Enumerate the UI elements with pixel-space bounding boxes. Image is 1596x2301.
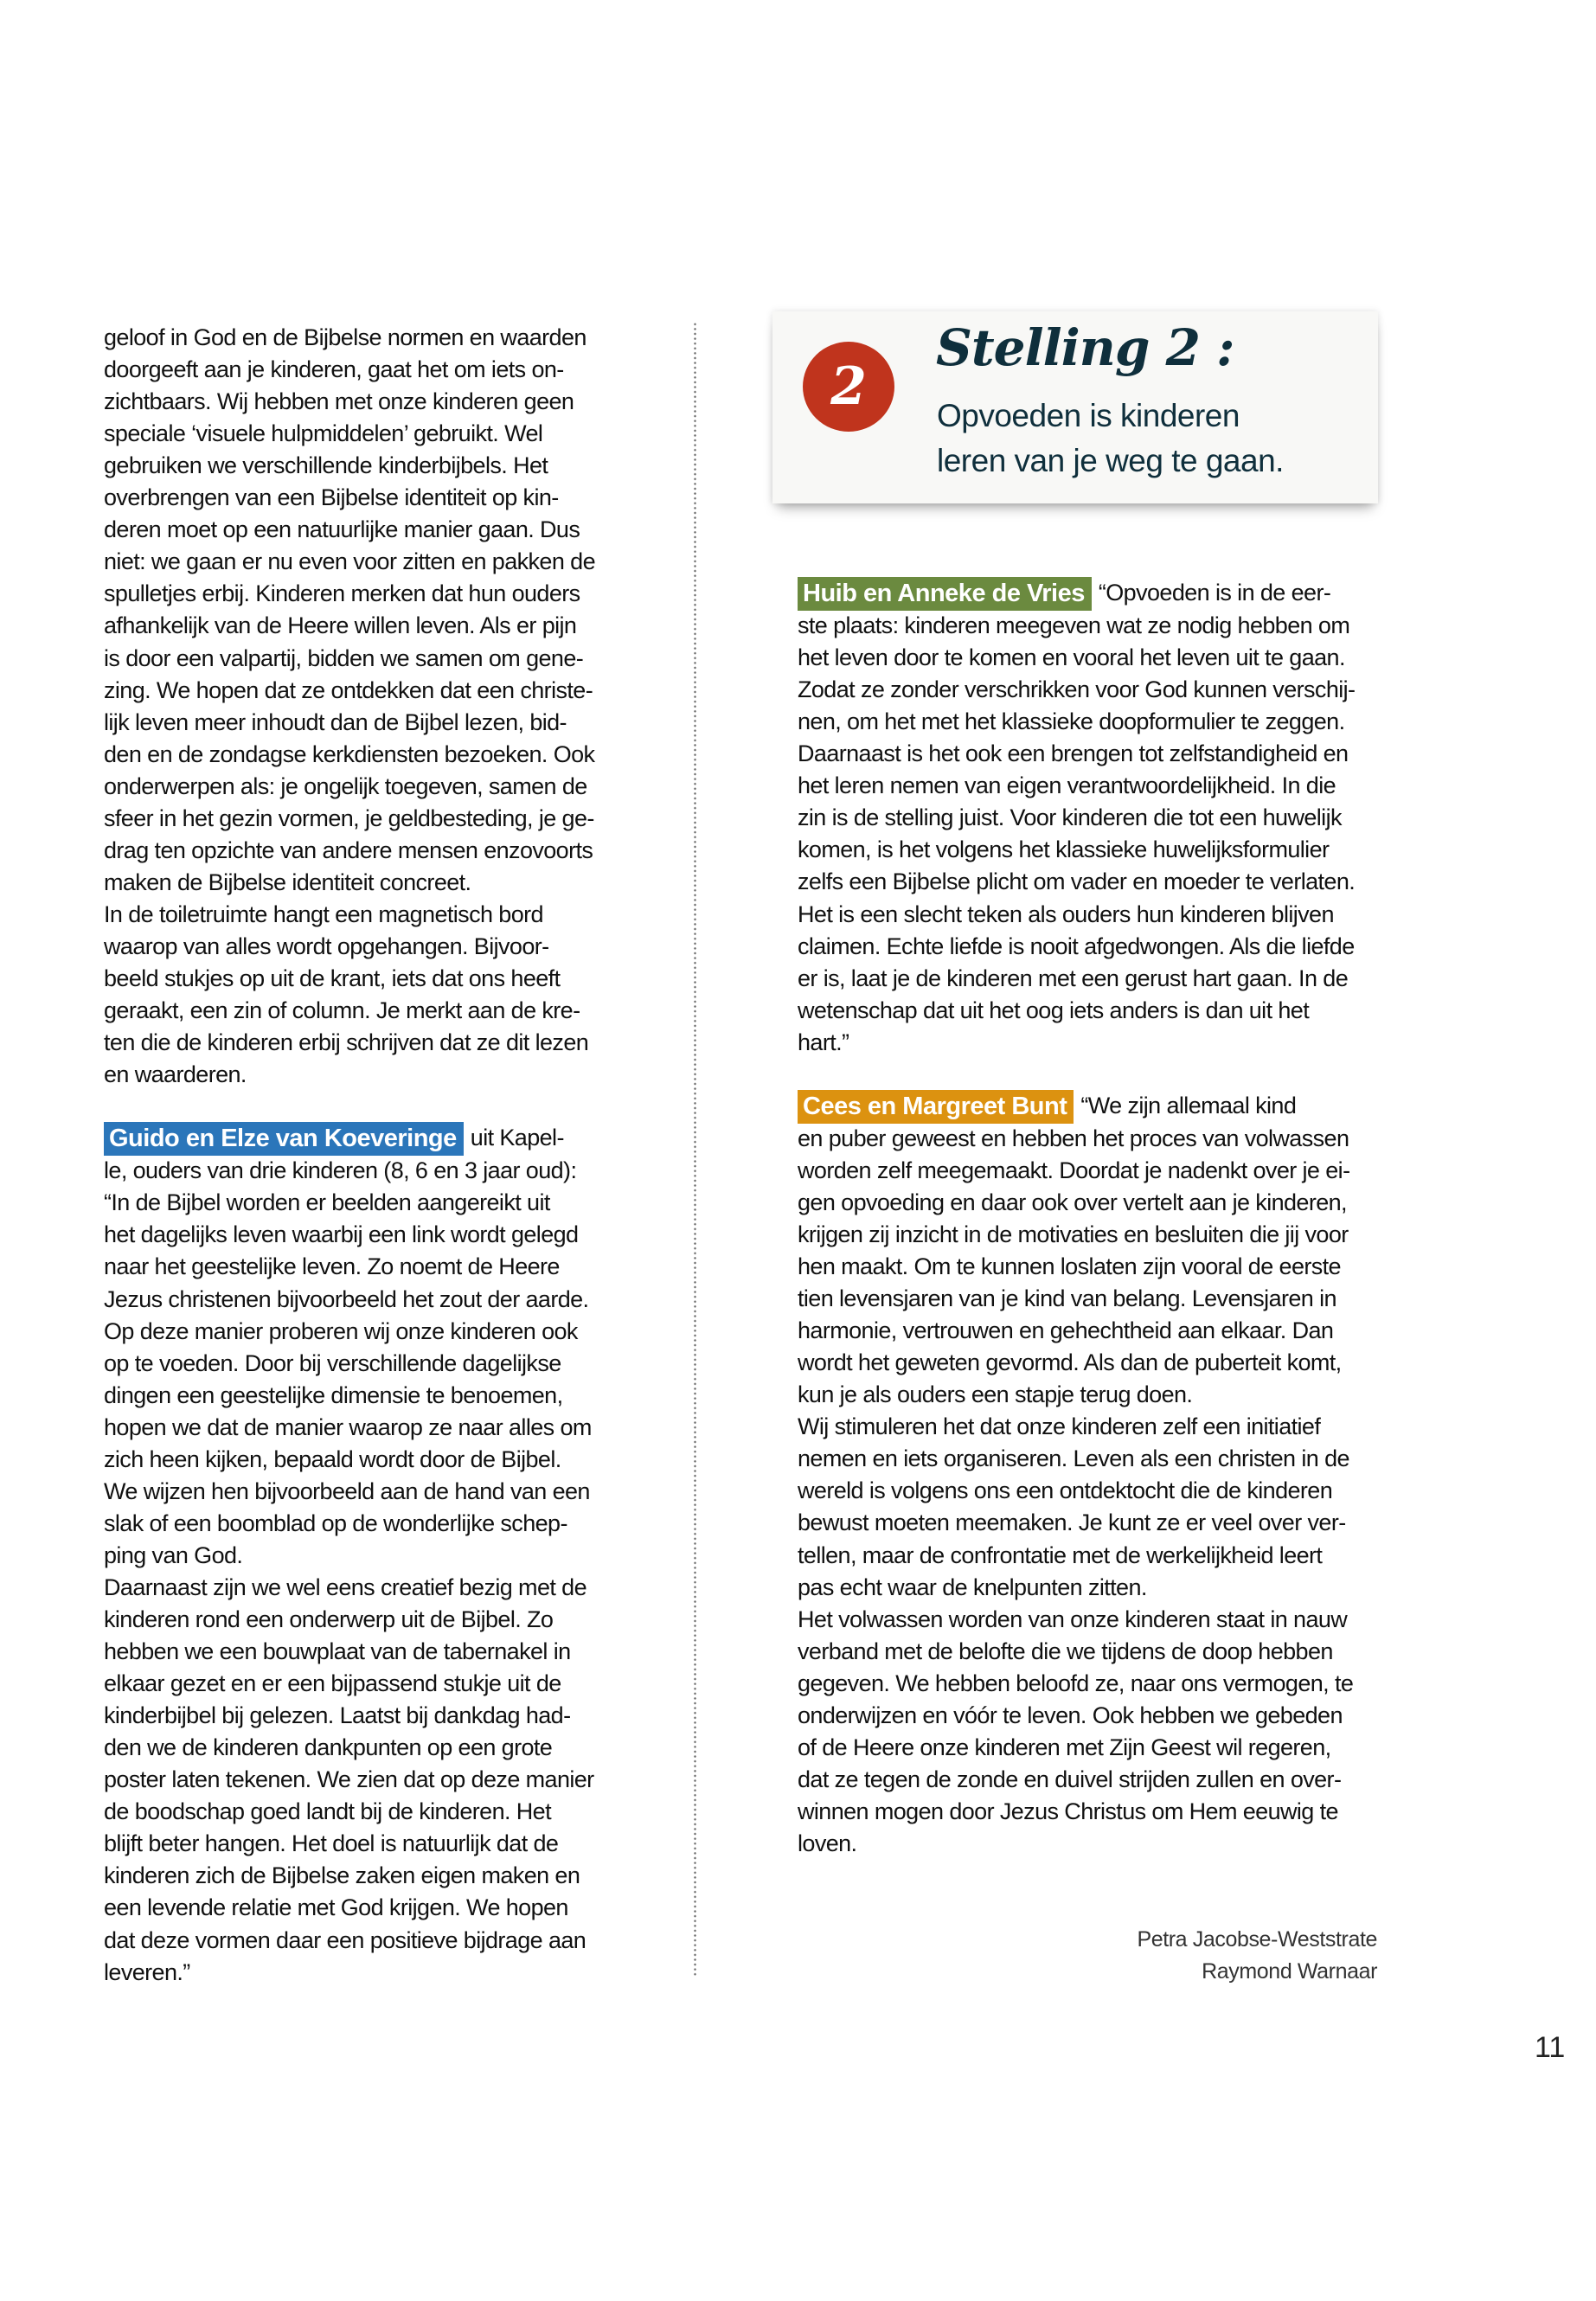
text-line: onderwijzen en vóór te leven. Ook hebben we gebeden [798,1702,1343,1728]
text-line: waarop van alles wordt opgehangen. Bijvoor- [104,933,549,959]
text-line: en waarderen. [104,1061,247,1088]
text-line: dat ze tegen de zonde en duivel strijden zullen en over- [798,1766,1342,1792]
text-line: Het is een slecht teken als ouders hun kinderen blijven [798,901,1334,927]
text-line: niet: we gaan er nu even voor zitten en pakken de [104,548,596,575]
text-line: hopen we dat de manier waarop ze naar alles om [104,1413,592,1440]
text-line: krijgen zij inzicht in de motivaties en besluiten die jij voor [798,1221,1349,1247]
page-number: 11 [1535,2031,1566,2064]
text-line: loven. [798,1830,857,1856]
text-line: elkaar gezet en er een bijpassend stukje uit de [104,1670,561,1697]
text-line: zich heen kijken, bepaald wordt door de Bijbel. [104,1445,561,1472]
text-line: kinderen zich de Bijbelse zaken eigen maken en [104,1862,580,1889]
text-line: harmonie, vertrouwen en gehechtheid aan elkaar. Dan [798,1317,1334,1344]
statement-subtitle-line-2: leren van je weg te gaan. [937,443,1284,478]
column-divider [694,322,696,1977]
text-line: nemen en iets organiseren. Leven als een christen in de [798,1445,1349,1472]
text-line: een levende relatie met God krijgen. We hopen [104,1894,568,1921]
text-line: wordt het geweten gevormd. Als dan de puberteit komt, [798,1349,1342,1376]
text-line: is door een valpartij, bidden we samen om gene- [104,644,584,671]
text-line: Daarnaast zijn we wel eens creatief bezig met de [104,1574,587,1600]
text-line: deren moet op een natuurlijke manier gaan. Dus [104,516,580,543]
statement-card [772,311,1378,503]
text-line: kinderen rond een onderwerp uit de Bijbel. Zo [104,1606,554,1632]
text-line: het dagelijks leven waarbij een link wordt gelegd [104,1221,579,1248]
text-line: In de toiletruimte hangt een magnetisch bord [104,901,543,927]
text-line: maken de Bijbelse identiteit concreet. [104,868,471,895]
text-line: gebruiken we verschillende kinderbijbels. Het [104,452,548,479]
text-line: winnen mogen door Jezus Christus om Hem eeuwig te [798,1798,1338,1824]
text-line: drag ten opzichte van andere mensen enzovoorts [104,836,593,863]
text-line: ten die de kinderen erbij schrijven dat ze dit lezen [104,1029,589,1056]
text-line: er is, laat je de kinderen met een gerust hart gaan. In de [798,965,1349,991]
text-line: tellen, maar de confrontatie met de werkelijkheid leert [798,1541,1323,1568]
text-line: Jezus christenen bijvoorbeeld het zout der aarde. [104,1285,589,1312]
text-line: het leven door te komen en vooral het leven uit te gaan. [798,644,1345,671]
text-line: zing. We hopen dat ze ontdekken dat een christe- [104,676,593,703]
statement-number-badge: 2 [803,342,894,432]
huib-quote-line [798,577,1330,609]
text-line: le, ouders van drie kinderen (8, 6 en 3 jaar oud): [104,1157,577,1184]
text-line: kun je als ouders een stapje terug doen. [798,1381,1193,1408]
text-line: We wijzen hen bijvoorbeeld aan de hand van een [104,1477,590,1504]
text-line: het leren nemen van eigen verantwoordelijkheid. In die [798,772,1336,799]
text-fragment: uit Kapel- [470,1125,564,1151]
text-line: geraakt, een zin of column. Je merkt aan de kre- [104,997,580,1024]
text-line: zelfs een Bijbelse plicht om vader en moeder te verlaten. [798,868,1356,895]
cees-quote-line [798,1090,1296,1122]
text-line: hart.” [798,1029,849,1055]
text-line: overbrengen van een Bijbelse identiteit op kin- [104,484,559,511]
text-line: afhankelijk van de Heere willen leven. Als er pijn [104,612,577,639]
text-line: tien levensjaren van je kind van belang. Levensjaren in [798,1285,1336,1312]
text-line: gen opvoeding en daar ook over vertelt aan je kinderen, [798,1189,1347,1215]
text-line: “In de Bijbel worden er beelden aangereikt uit [104,1189,550,1216]
text-line: Zodat ze zonder verschrikken voor God kunnen verschij- [798,676,1356,703]
text-line: bewust moeten meemaken. Je kunt ze er veel over ver- [798,1509,1346,1536]
text-line: beeld stukjes op uit de krant, iets dat ons heeft [104,965,561,991]
text-line: zichtbaars. Wij hebben met onze kinderen geen [104,388,574,415]
author-2: Raymond Warnaar [1202,1959,1377,1984]
text-line: gegeven. We hebben beloofd ze, naar ons vermogen, te [798,1670,1354,1696]
text-line: den we de kinderen dankpunten op een grote [104,1734,553,1761]
text-line: de boodschap goed landt bij de kinderen. Het [104,1798,552,1825]
text-line: dingen een geestelijke dimensie te benoemen, [104,1381,563,1408]
text-line: Daarnaast is het ook een brengen tot zelfstandigheid en [798,740,1349,767]
cees-quote-label: Cees en Margreet Bunt [798,1090,1074,1124]
text-line: nen, om het met het klassieke doopformulier te zeggen. [798,708,1345,735]
text-line: verband met de belofte die we tijdens de doop hebben [798,1638,1333,1664]
guido-quote-label: Guido en Elze van Koeveringe [104,1122,464,1156]
text-fragment: “We zijn allemaal kind [1080,1092,1297,1118]
text-line: Het volwassen worden van onze kinderen staat in nauw [798,1606,1348,1632]
statement-subtitle-line-1: Opvoeden is kinderen [937,398,1240,433]
text-line: speciale ‘visuele hulpmiddelen’ gebruikt. Wel [104,420,543,447]
text-line: claimen. Echte liefde is nooit afgedwongen. Als die liefde [798,933,1355,959]
text-line: worden zelf meegemaakt. Doordat je nadenkt over je ei- [798,1157,1350,1183]
text-line: slak of een boomblad op de wonderlijke schep- [104,1509,567,1536]
text-line: den en de zondagse kerkdiensten bezoeken. Ook [104,740,595,767]
text-line: doorgeeft aan je kinderen, gaat het om iets on- [104,356,564,383]
text-line: dat deze vormen daar een positieve bijdrage aan [104,1926,586,1953]
text-line: of de Heere onze kinderen met Zijn Geest wil regeren, [798,1734,1331,1760]
text-line: sfeer in het gezin vormen, je geldbesteding, je ge- [104,804,594,831]
text-line: wereld is volgens ons een ontdektocht die de kinderen [798,1477,1333,1504]
text-line: ping van God. [104,1541,243,1568]
text-line: Op deze manier proberen wij onze kinderen ook [104,1317,578,1344]
text-line: lijk leven meer inhoudt dan de Bijbel lezen, bid- [104,708,567,735]
text-line: op te voeden. Door bij verschillende dagelijkse [104,1349,561,1376]
text-line: Wij stimuleren het dat onze kinderen zelf een initiatief [798,1413,1321,1440]
huib-quote-label: Huib en Anneke de Vries [798,577,1092,611]
text-line: spulletjes erbij. Kinderen merken dat hun ouders [104,580,580,607]
text-line: zin is de stelling juist. Voor kinderen die tot een huwelijk [798,804,1342,831]
text-line: leveren.” [104,1958,190,1985]
text-line: ste plaats: kinderen meegeven wat ze nodig hebben om [798,612,1350,639]
text-line: blijft beter hangen. Het doel is natuurlijk dat de [104,1830,559,1857]
text-line: onderwerpen als: je ongelijk toegeven, samen de [104,772,587,799]
text-line: poster laten tekenen. We zien dat op deze manier [104,1766,594,1793]
text-fragment: “Opvoeden is in de eer- [1098,580,1331,606]
statement-title: Stelling 2 : [936,318,1234,377]
text-line: wetenschap dat uit het oog iets anders is dan uit het [798,997,1310,1023]
text-line: kinderbijbel bij gelezen. Laatst bij dankdag had- [104,1702,571,1729]
text-line: hebben we een bouwplaat van de tabernakel in [104,1638,571,1665]
text-line: en puber geweest en hebben het proces van volwassen [798,1125,1349,1151]
guido-quote-line [104,1122,564,1154]
author-1: Petra Jacobse-Weststrate [1137,1927,1377,1952]
text-line: pas echt waar de knelpunten zitten. [798,1574,1147,1600]
text-line: komen, is het volgens het klassieke huwelijksformulier [798,836,1330,863]
text-line: hen maakt. Om te kunnen loslaten zijn vooral de eerste [798,1253,1341,1280]
text-line: geloof in God en de Bijbelse normen en waarden [104,324,586,350]
text-line: naar het geestelijke leven. Zo noemt de Heere [104,1253,560,1280]
